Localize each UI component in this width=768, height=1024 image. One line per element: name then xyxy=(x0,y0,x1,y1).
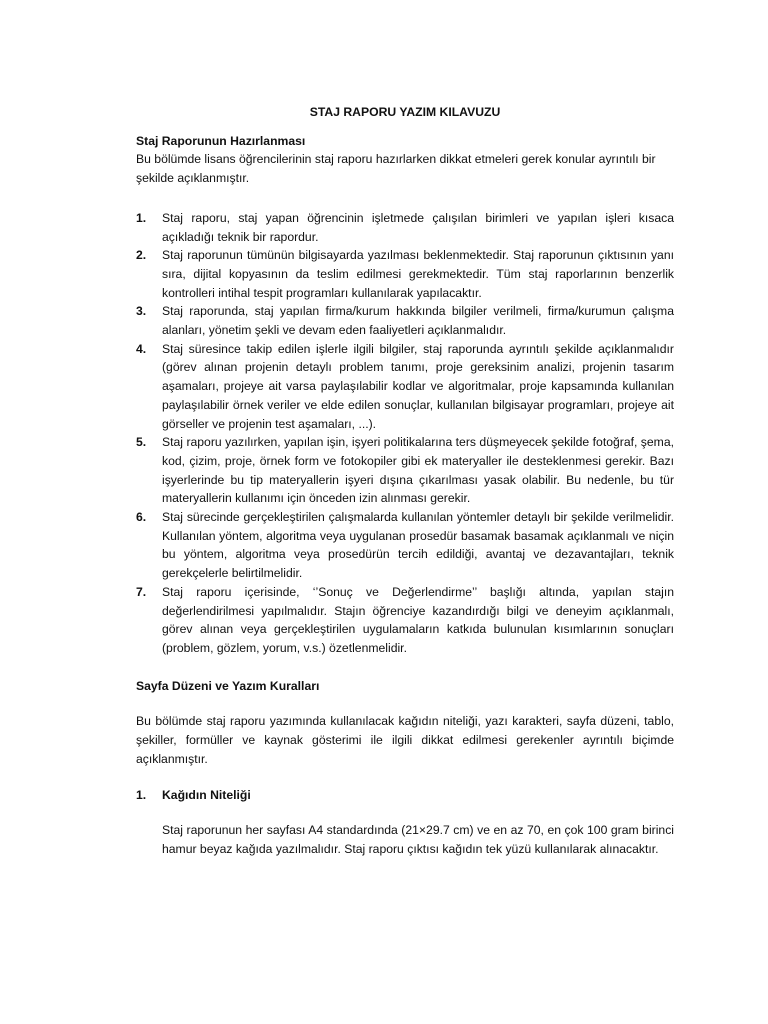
list-item xyxy=(136,583,674,658)
list-item-number: 5. xyxy=(136,435,147,450)
list-item-number: 2. xyxy=(136,248,147,263)
list-item-number: 3. xyxy=(136,304,147,319)
list-item xyxy=(136,302,674,339)
list-item xyxy=(136,508,674,583)
list-item-number: 1. xyxy=(136,210,147,225)
list-item-number: 6. xyxy=(136,510,147,525)
document-title: STAJ RAPORU YAZIM KILAVUZU xyxy=(309,105,501,119)
section1-intro: Bu bölümde lisans öğrencilerinin staj raporu hazırlarken dikkat etmeleri gerek konular ayrıntılı bir şekilde açıklanmıştır. xyxy=(136,152,656,186)
section2-intro: Bu bölümde staj raporu yazımında kullanılacak kağıdın niteliği, yazı karakteri, sayfa düzeni, tablo, şekiller, formüller ve kaynak gösterimi ile ilgili dikkat edilmesi gerekenler ayrıntılı biçimde açıklanmıştır. xyxy=(136,714,674,766)
list-item xyxy=(136,209,674,246)
list-item xyxy=(136,433,674,508)
subsection-text: Staj raporunun her sayfası A4 standardında (21×29.7 cm) ve en az 70, en çok 100 gram birinci hamur beyaz kağıda yazılmalıdır. Staj raporu çıktısı kağıdın tek yüzü kullanılarak alınacaktır. xyxy=(162,823,674,856)
list-item-text: Staj raporu yazılırken, yapılan işin, işyeri politikalarına ters düşmeyecek şekilde fotoğraf, şema, kod, çizim, proje, örnek form ve fotokopiler gibi ek materyaller ile desteklenmesi gerekir. Bazı işyerlerinde bu tip materyallerin işyeri dışına çıkarılması yasak olabilir. Bu nedenle, bu tür materyallerin kullanımı için önceden izin alınması gerekir. xyxy=(162,435,674,506)
subsection-number: 1. xyxy=(136,787,147,802)
list-item-text: Staj sürecinde gerçekleştirilen çalışmalarda kullanılan yöntemler detaylı bir şekilde verilmelidir. Kullanılan yöntem, algoritma veya uygulanan prosedür basamak basamak açıklanmalı ve niçin bu yöntem, algoritma veya prosedürün tercih edildiği, avantaj ve dezavantajları, teknik gerekçelerle belirtilmelidir. xyxy=(162,510,674,581)
list-item-text: Staj süresince takip edilen işlerle ilgili bilgiler, staj raporunda ayrıntılı şekilde açıklanmalıdır (görev alınan projenin detaylı problem tanımı, proje gereksinim analizi, projenin tasarım aşamaları, projeye ait varsa paylaşılabilir kodlar ve algoritmalar, proje kapsamında kullanılan paylaşılabilir örnek veriler ve elde edilen sonuçlar, kullanılan bilgisayar programları, projeye ait görseller ve projenin test aşamaları, ...). xyxy=(162,341,674,431)
list-item-text: Staj raporunun tümünün bilgisayarda yazılması beklenmektedir. Staj raporunun çıktısının yanı sıra, dijital kopyasının da teslim edilmesi gerekmektedir. Tüm staj raporlarının benzerlik kontrolleri intihal tespit programları kullanılarak yapılacaktır. xyxy=(162,248,674,300)
section1-heading: Staj Raporunun Hazırlanması xyxy=(136,133,306,148)
section2-heading: Sayfa Düzeni ve Yazım Kuralları xyxy=(136,678,320,693)
list-item-number: 4. xyxy=(136,341,147,356)
subsection-heading xyxy=(136,786,674,805)
list-item xyxy=(136,246,674,302)
list-item-text: Staj raporunda, staj yapılan firma/kurum hakkında bilgiler verilmeli, firma/kurumun çalışma alanları, yönetim şekli ve devam eden faaliyetleri açıklanmalıdır. xyxy=(162,304,674,338)
list-item-number: 7. xyxy=(136,584,147,599)
list-item-text: Staj raporu, staj yapan öğrencinin işletmede çalışılan birimleri ve yapılan işleri kısaca açıkladığı teknik bir rapordur. xyxy=(162,210,674,244)
list-item xyxy=(136,340,674,434)
list-item-text: Staj raporu içerisinde, ‘’Sonuç ve Değerlendirme’’ başlığı altında, yapılan stajın değerlendirilmesi yapılmalıdır. Stajın öğrenciye kazandırdığı bilgi ve deneyim açıklanmalı, görev alınan veya gerçekleştirilen uygulamaların katkıda bulunulan kısımlarının sonuçları (problem, gözlem, yorum, v.s.) özetlenmelidir. xyxy=(162,584,674,655)
requirements-list xyxy=(136,209,674,658)
document-page xyxy=(136,103,674,859)
subsection-title: Kağıdın Niteliği xyxy=(162,787,251,802)
